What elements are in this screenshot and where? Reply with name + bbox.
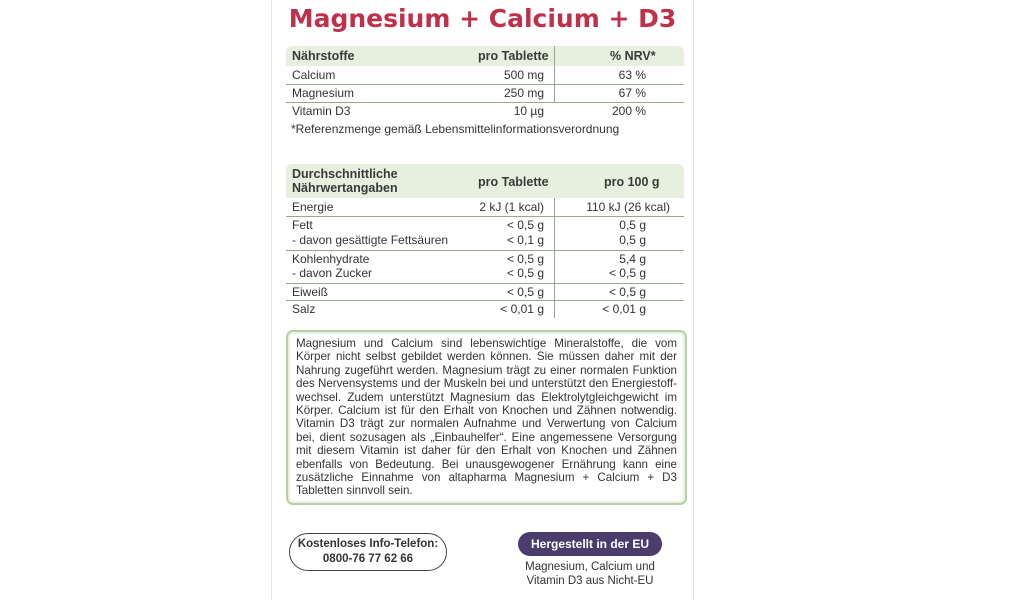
header-durchschnittliche: Durchschnittliche xyxy=(292,167,398,181)
per-100g-value: 5,4 g xyxy=(619,252,646,266)
per-100g-value: < 0,5 g xyxy=(608,285,646,299)
nutrition-row-fett xyxy=(286,216,684,251)
phone-number: 0800-76 77 62 66 xyxy=(322,553,414,565)
nutrient-nrv: 63 % xyxy=(618,68,646,82)
header-pro-tablette: pro Tablette xyxy=(478,49,549,63)
per-tablet-value: < 0,1 g xyxy=(506,233,544,247)
nutrient-nrv: 67 % xyxy=(618,86,646,100)
nutrient-nrv: 200 % xyxy=(611,104,646,118)
nutrition-label: Fett xyxy=(292,218,313,232)
per-tablet-value: 2 kJ (1 kcal) xyxy=(479,200,544,214)
per-100g-value: < 0,5 g xyxy=(608,266,646,280)
nutrient-name: Vitamin D3 xyxy=(292,104,351,118)
nutrition-row-eiweiss xyxy=(286,283,684,301)
per-tablet-value: < 0,5 g xyxy=(506,252,544,266)
nutrition-row-salz xyxy=(286,300,684,318)
nutrition-label: Salz xyxy=(292,302,316,316)
nutrition-row-kohlenhydrate xyxy=(286,250,684,284)
nutrient-name: Magnesium xyxy=(292,86,355,100)
header-naehrstoffe: Nährstoffe xyxy=(292,49,355,63)
label-panel xyxy=(271,0,694,600)
per-tablet-value: < 0,5 g xyxy=(506,218,544,232)
nutrition-sublabel: - davon gesättigte Fettsäuren xyxy=(292,233,449,247)
nutrition-row-energie xyxy=(286,198,684,217)
nutrient-amount: 500 mg xyxy=(503,68,544,82)
header-pro-100g: pro 100 g xyxy=(604,175,660,189)
made-in-eu-badge: Hergestellt in der EU xyxy=(518,532,662,556)
header-nrv: % NRV* xyxy=(610,49,656,63)
origin-line-1: Magnesium, Calcium und xyxy=(525,561,655,573)
per-tablet-value: < 0,5 g xyxy=(506,266,544,280)
nutrition-label: Energie xyxy=(292,200,334,214)
nutrition-sublabel: - davon Zucker xyxy=(292,266,373,280)
nrv-footnote: *Referenzmenge gemäß Lebensmittelinformationsverordnung xyxy=(291,122,620,136)
nutrient-row xyxy=(286,66,684,85)
origin-text xyxy=(512,560,668,588)
per-100g-value: 0,5 g xyxy=(619,233,646,247)
per-tablet-value: < 0,01 g xyxy=(500,302,544,316)
nutrient-row xyxy=(286,84,684,103)
phone-label: Kostenloses Info-Telefon: xyxy=(297,538,439,550)
info-text-box: Magnesium und Calcium sind lebenswichtige Mineralstoffe, die vom Körper nicht selbst gebildet werden können. Sie müssen daher mit der Nahrung zugeführt werden. Magnesium trägt zu einer normalen Funktion des Nervensystems und der Muskeln bei und unterstützt den Energiestoff-wechsel. Zudem unterstützt Magnesium das Elektrolytgleichgewicht im Körper. Calcium ist für den Erhalt von Knochen und Zähnen notwendig. Vitamin D3 trägt zur normalen Aufnahme und Verwertung von Calcium bei, dient sozusagen als „Einbauhelfer“. Eine angemessene Versorgung mit diesem Vitamin ist daher für den Erhalt von Knochen und Zähnen ebenfalls von Bedeutung. Bei unausgewogener Ernährung kann eine zusätzliche Einnahme von altapharma Magnesium + Calcium + D3 Tabletten sinnvoll sein. xyxy=(286,330,687,505)
per-tablet-value: < 0,5 g xyxy=(506,285,544,299)
nutrition-label: Kohlenhydrate xyxy=(292,252,370,266)
header-pro-tablette: pro Tablette xyxy=(478,175,549,189)
nutrients-table-header xyxy=(286,46,684,66)
nutrient-amount: 250 mg xyxy=(503,86,544,100)
per-100g-value: 110 kJ (26 kcal) xyxy=(586,200,670,214)
nutrition-label: Eiweiß xyxy=(292,285,329,299)
nutrient-row xyxy=(286,102,684,120)
info-phone-badge xyxy=(289,533,447,571)
header-naehrwertangaben: Nährwertangaben xyxy=(292,181,398,195)
nutrient-amount: 10 µg xyxy=(513,104,544,118)
per-100g-value: 0,5 g xyxy=(619,218,646,232)
nutrition-table-header xyxy=(286,164,684,198)
product-title: Magnesium + Calcium + D3 xyxy=(288,4,677,33)
origin-line-2: Vitamin D3 aus Nicht-EU xyxy=(526,575,654,587)
nutrient-name: Calcium xyxy=(292,68,336,82)
per-100g-value: < 0,01 g xyxy=(602,302,646,316)
